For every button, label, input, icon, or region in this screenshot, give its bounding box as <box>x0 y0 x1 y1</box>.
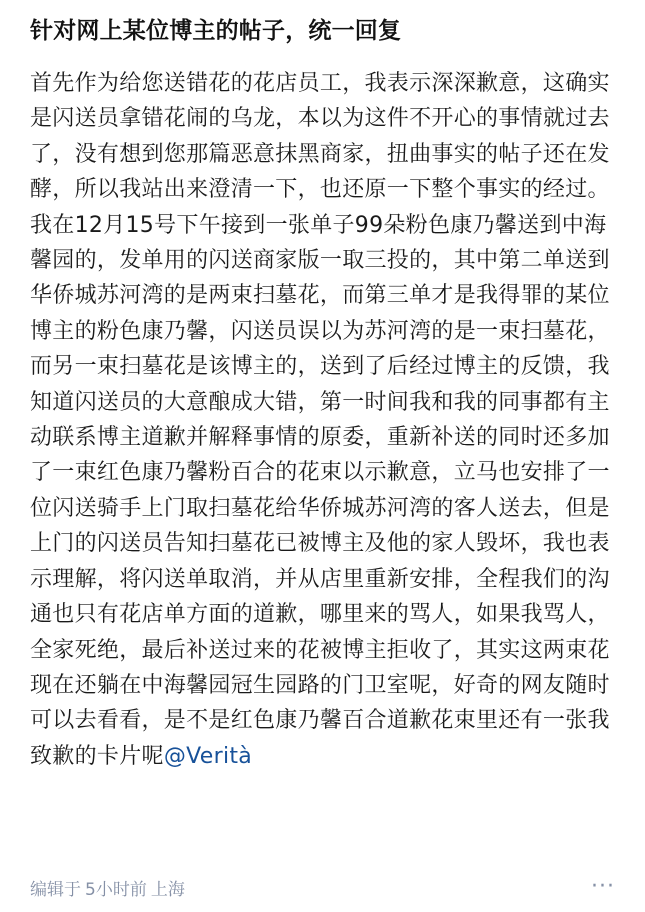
post-title: 针对网上某位博主的帖子，统一回复 <box>30 18 402 44</box>
post-body <box>30 66 615 774</box>
edited-label: 编辑于 <box>30 879 81 900</box>
post-meta <box>30 875 185 900</box>
more-dots-icon[interactable]: ··· <box>591 874 615 899</box>
post-footer <box>30 872 615 902</box>
user-mention-link[interactable] <box>164 744 252 769</box>
post-time: 5小时前 <box>85 879 147 900</box>
mention-user[interactable]: Verità <box>186 743 253 769</box>
post-body-text: 首先作为给您送错花的花店员工，我表示深深歉意，这确实是闪送员拿错花闹的乌龙，本以为这件不开心的事情就过去了，没有想到您那篇恶意抹黑商家，扭曲事实的帖子还在发酵，所以我站出来澄清一下，也还原一下整个事实的经过。我在12月15号下午接到一张单子99朵粉色康乃馨送到中海馨园的，发单用的闪送商家版一取三投的，其中第二单送到华侨城苏河湾的是两束扫墓花，而第三单才是我得罪的某位博主的粉色康乃馨，闪送员误以为苏河湾的是一束扫墓花，而另一束扫墓花是该博主的，送到了后经过博主的反馈，我知道闪送员的大意酿成大错，第一时间我和我的同事都有主动联系博主道歉并解释事情的原委，重新补送的同时还多加了一束红色康乃馨粉百合的花束以示歉意，立马也安排了一位闪送骑手上门取扫墓花给华侨城苏河湾的客人送去，但是上门的闪送员告知扫墓花已被博主及他的家人毁坏，我也表示理解，将闪送单取消，并从店里重新安排，全程我们的沟通也只有花店单方面的道歉，哪里来的骂人，如果我骂人，全家死绝，最后补送过来的花被博主拒收了，其实这两束花现在还躺在中海馨园冠生园路的门卫室呢，好奇的网友随时可以去看看，是不是红色康乃馨百合道歉花束里还有一张我致歉的卡片呢 <box>30 71 610 769</box>
post-card <box>30 0 615 774</box>
mention-at[interactable]: @ <box>163 743 187 769</box>
post-location: 上海 <box>150 879 185 900</box>
